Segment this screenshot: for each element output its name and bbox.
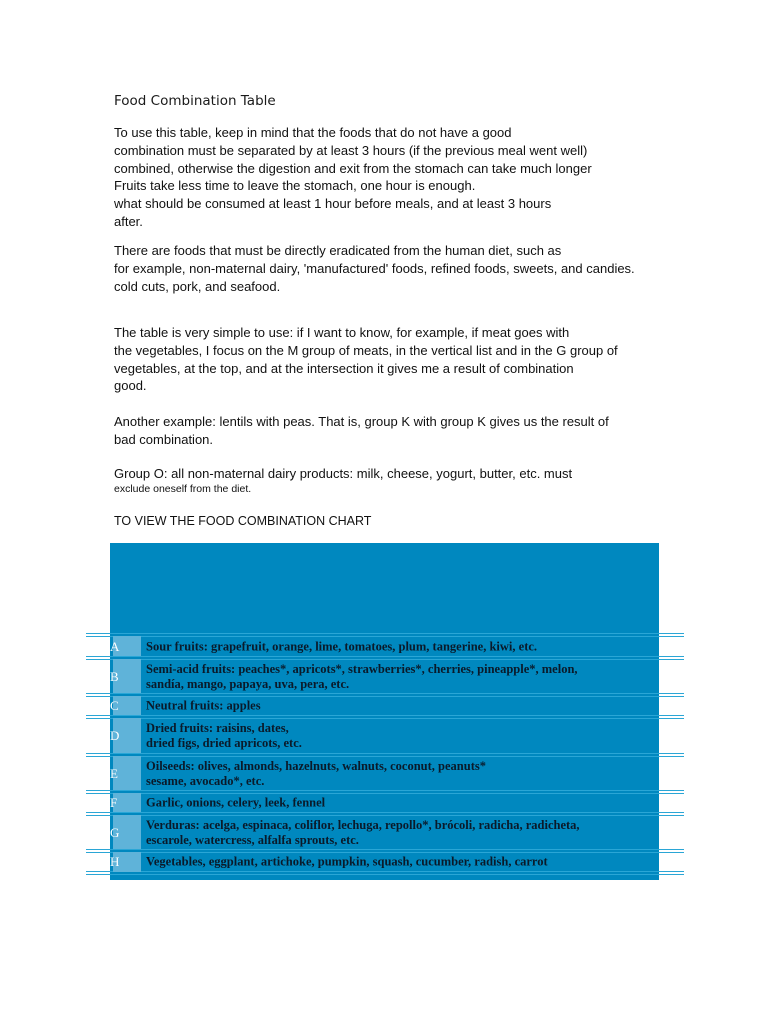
group-o-paragraph xyxy=(114,465,674,496)
group-description-line: Neutral fruits: apples xyxy=(146,698,261,713)
group-letter: A xyxy=(110,638,120,654)
group-description xyxy=(146,796,666,811)
group-row-e xyxy=(86,756,684,791)
row-divider xyxy=(86,693,684,697)
group-letter: G xyxy=(110,824,120,840)
group-o-line: exclude oneself from the diet. xyxy=(114,482,252,495)
intro-line: To use this table, keep in mind that the foods that do not have a good xyxy=(114,125,512,140)
group-letter: D xyxy=(110,727,120,743)
group-description-line: Dried fruits: raisins, dates, xyxy=(146,720,289,735)
example-line: Another example: lentils with peas. That is, group K with group K gives us the result of xyxy=(114,414,609,429)
group-description-line: dried figs, dried apricots, etc. xyxy=(146,735,302,750)
group-description-line: Oilseeds: olives, almonds, hazelnuts, walnuts, coconut, peanuts* xyxy=(146,758,486,773)
eradicate-line: cold cuts, pork, and seafood. xyxy=(114,278,281,294)
group-description-line: escarole, watercress, alfalfa sprouts, etc. xyxy=(146,832,359,847)
group-letter: F xyxy=(110,795,118,810)
group-o-line: Group O: all non-maternal dairy products: milk, cheese, yogurt, butter, etc. must xyxy=(114,466,573,481)
intro-line: what should be consumed at least 1 hour before meals, and at least 3 hours xyxy=(114,196,552,212)
group-description-line: Semi-acid fruits: peaches*, apricots*, strawberries*, cherries, pineapple*, melon, xyxy=(146,661,578,676)
row-divider xyxy=(86,633,684,637)
group-letter: E xyxy=(110,765,118,781)
group-row-c xyxy=(86,696,684,716)
intro-line: combination must be separated by at least 3 hours (if the previous meal went well) xyxy=(114,142,588,158)
group-description-line: Sour fruits: grapefruit, orange, lime, tomatoes, plum, tangerine, kiwi, etc. xyxy=(146,639,538,653)
group-row-h xyxy=(86,852,684,872)
page-title: Food Combination Table xyxy=(114,93,276,109)
howto-line: the vegetables, I focus on the M group of meats, in the vertical list and in the G group of xyxy=(114,342,618,358)
row-divider xyxy=(86,790,684,794)
group-description xyxy=(146,721,666,751)
group-row-a xyxy=(86,636,684,657)
eradicate-line: There are foods that must be directly eradicated from the human diet, such as xyxy=(114,243,562,258)
group-letter: B xyxy=(110,668,119,684)
group-description xyxy=(146,855,666,870)
group-description xyxy=(146,818,666,848)
group-description-line: Garlic, onions, celery, leek, fennel xyxy=(146,795,326,810)
intro-line: after. xyxy=(114,213,143,229)
group-description xyxy=(146,662,666,692)
group-description-line: sandía, mango, papaya, uva, pera, etc. xyxy=(146,676,350,691)
intro-paragraph xyxy=(114,124,674,231)
row-divider xyxy=(86,812,684,816)
row-divider xyxy=(86,871,684,875)
intro-line: combined, otherwise the digestion and exit from the stomach can take much longer xyxy=(114,160,592,176)
example-paragraph xyxy=(114,413,674,449)
group-description-line: sesame, avocado*, etc. xyxy=(146,773,265,788)
example-line: bad combination. xyxy=(114,431,214,447)
row-divider xyxy=(86,656,684,660)
group-letter: C xyxy=(110,698,119,713)
howto-line: good. xyxy=(114,378,147,394)
chart-heading: TO VIEW THE FOOD COMBINATION CHART xyxy=(114,514,372,528)
group-letter: H xyxy=(110,854,120,869)
group-row-b xyxy=(86,659,684,694)
group-row-d xyxy=(86,718,684,753)
group-description-line: Vegetables, eggplant, artichoke, pumpkin, squash, cucumber, radish, carrot xyxy=(146,854,548,869)
intro-line: Fruits take less time to leave the stomach, one hour is enough. xyxy=(114,178,476,194)
howto-line: vegetables, at the top, and at the intersection it gives me a result of combination xyxy=(114,360,574,376)
group-description xyxy=(146,759,666,789)
group-description xyxy=(146,639,666,654)
group-description-line: Verduras: acelga, espinaca, coliflor, lechuga, repollo*, brócoli, radicha, radicheta, xyxy=(146,817,580,832)
group-row-f xyxy=(86,793,684,813)
row-divider xyxy=(86,849,684,853)
row-divider xyxy=(86,753,684,757)
group-description xyxy=(146,699,666,714)
howto-line: The table is very simple to use: if I want to know, for example, if meat goes with xyxy=(114,325,570,340)
eradicate-paragraph xyxy=(114,242,674,295)
howto-paragraph xyxy=(114,324,674,395)
group-row-g xyxy=(86,815,684,850)
row-divider xyxy=(86,715,684,719)
eradicate-line: for example, non-maternal dairy, 'manufactured' foods, refined foods, sweets, and candies. xyxy=(114,260,635,276)
